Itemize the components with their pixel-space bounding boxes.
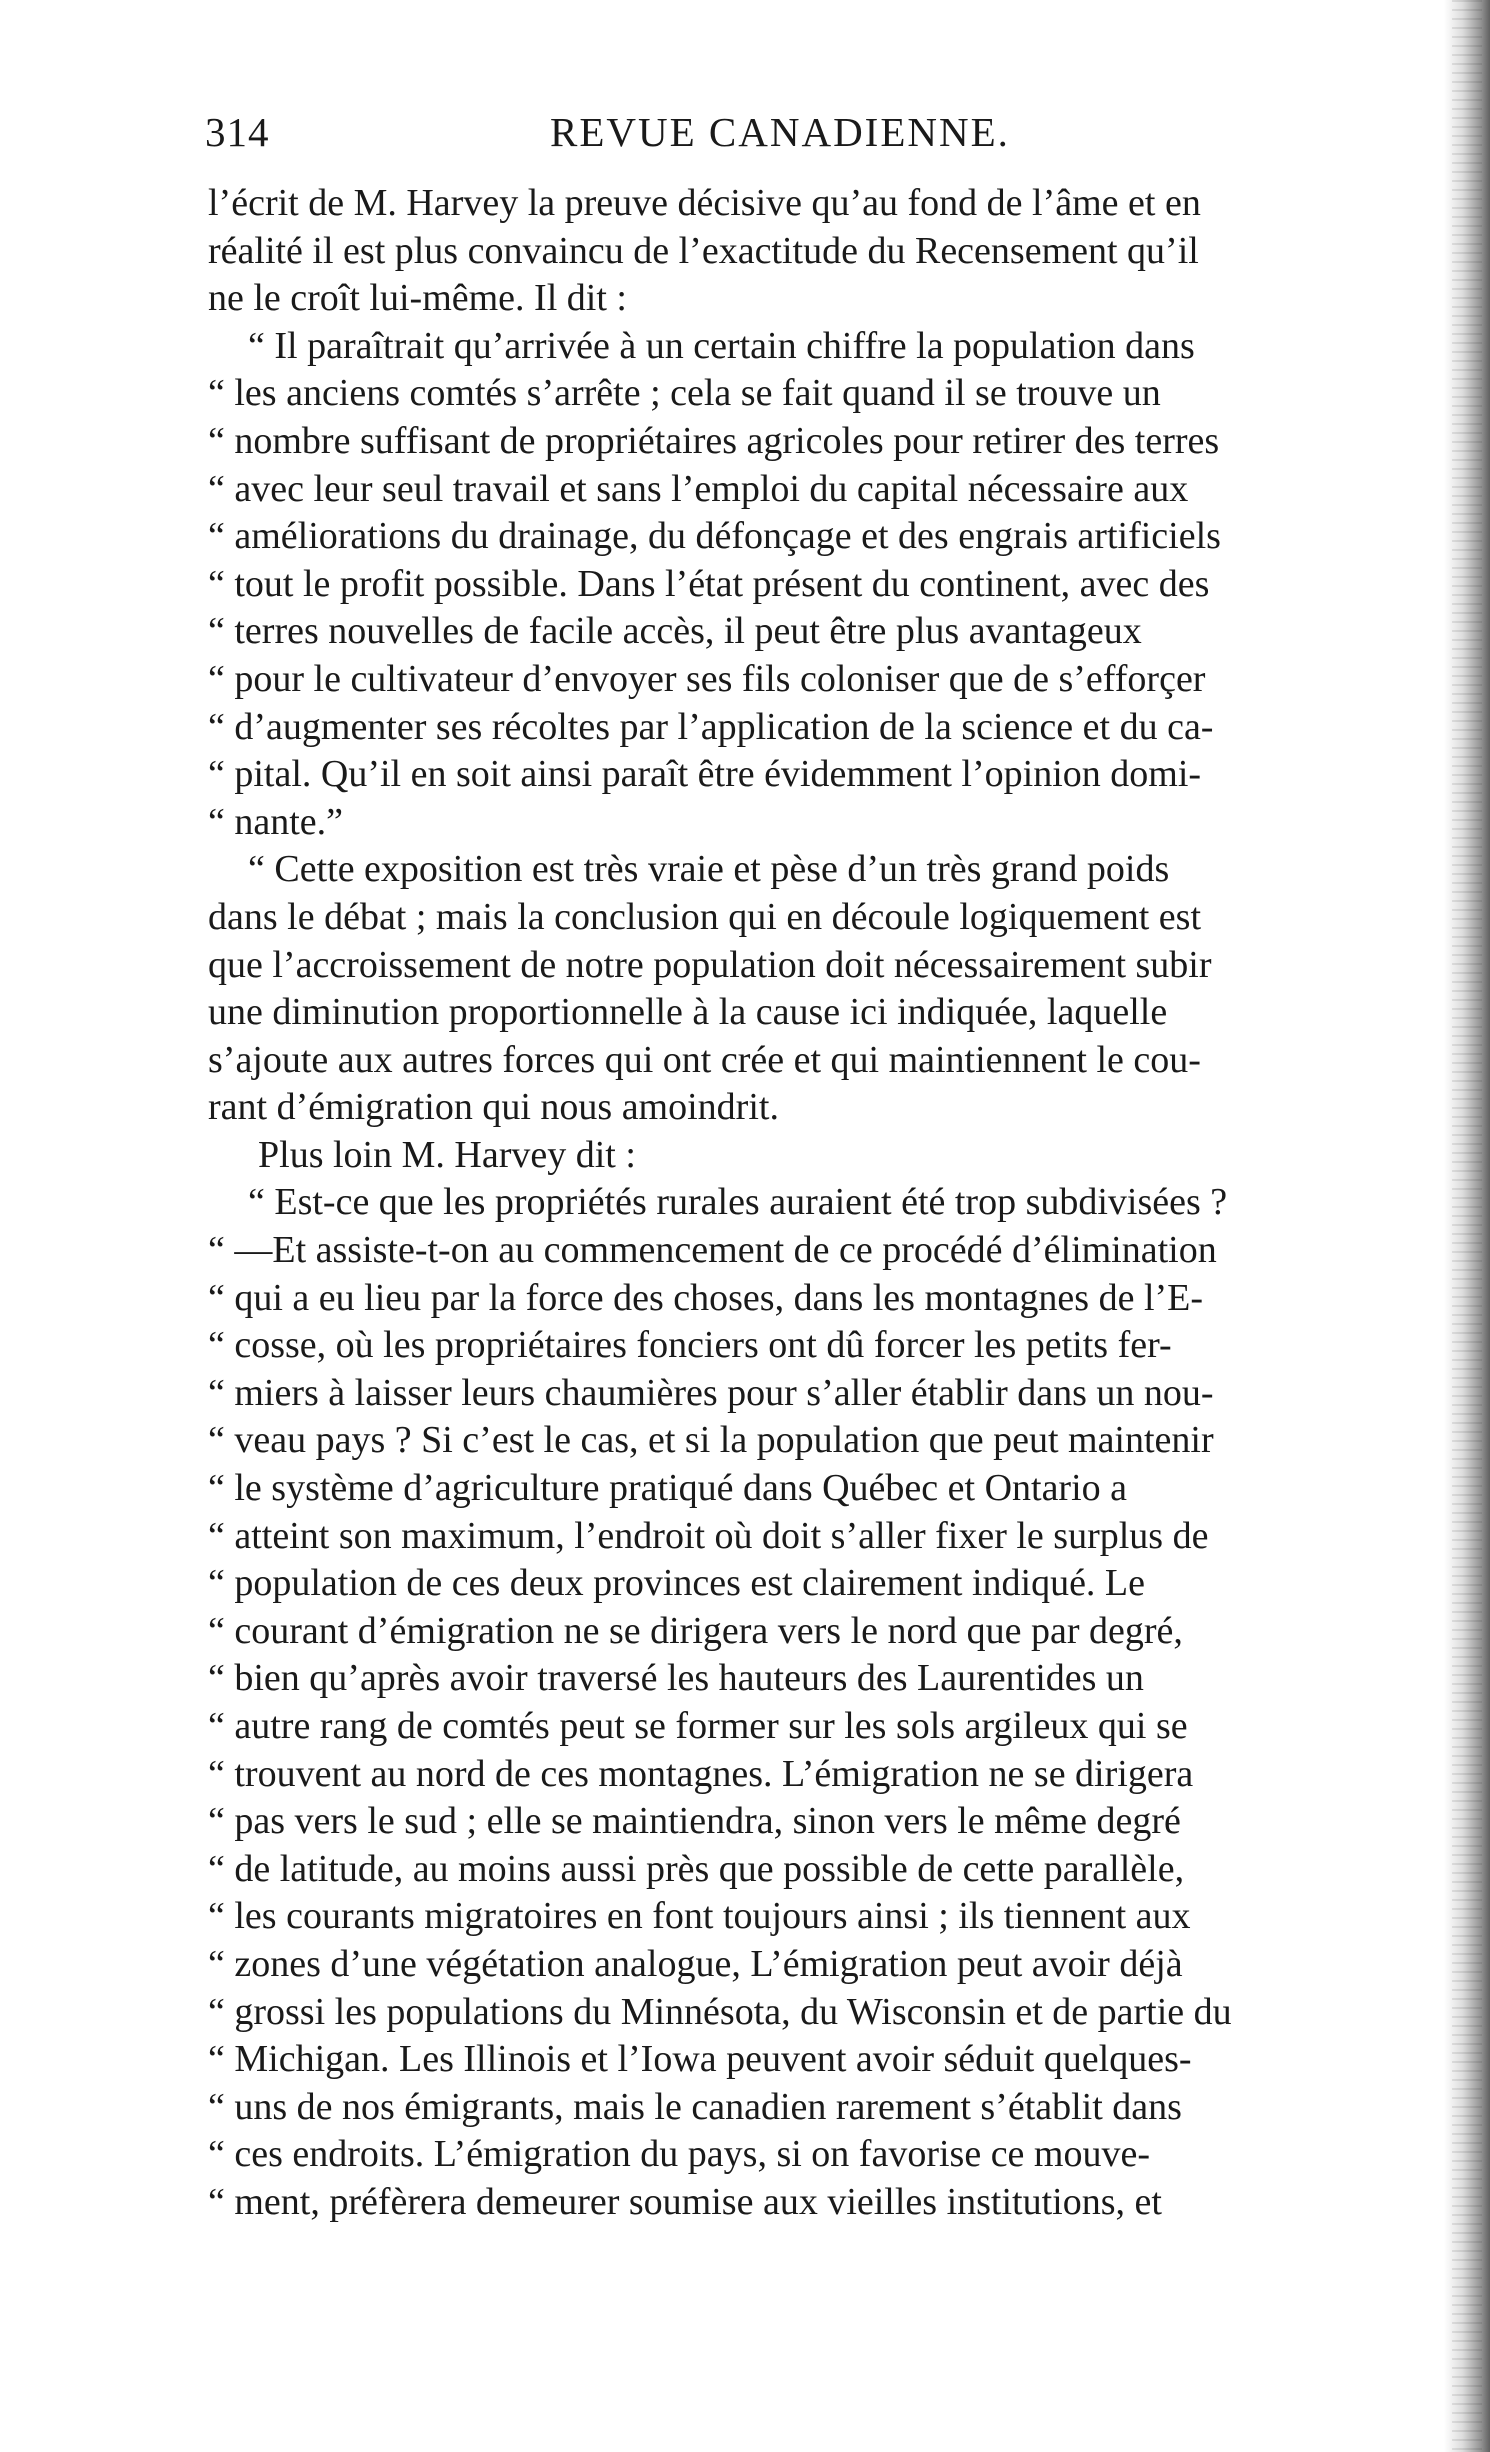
quote-line: “ trouvent au nord de ces montagnes. L’émigration ne se dirigera [208,1752,1194,1795]
text-line: s’ajoute aux autres forces qui ont crée et qui maintiennent le cou- [208,1038,1201,1081]
quote-line: “ population de ces deux provinces est clairement indiqué. Le [208,1562,1146,1605]
quote-line: “ les courants migratoires en font toujours ainsi ; ils tiennent aux [208,1895,1191,1938]
quote-line: “ avec leur seul travail et sans l’emploi du capital nécessaire aux [208,467,1189,510]
quote-line: “ terres nouvelles de facile accès, il peut être plus avantageux [208,610,1142,653]
quote-line: “ pas vers le sud ; elle se maintiendra, sinon vers le même degré [208,1800,1181,1843]
quote-line: “ —Et assiste-t-on au commencement de ce procédé d’élimination [208,1229,1217,1272]
quote-line: “ pital. Qu’il en soit ainsi paraît être évidemment l’opinion domi- [208,753,1202,796]
quote-line: “ Il paraîtrait qu’arrivée à un certain chiffre la population dans [248,324,1195,367]
quote-line: “ d’augmenter ses récoltes par l’application de la science et du ca- [208,705,1214,748]
quote-line: “ nombre suffisant de propriétaires agricoles pour retirer des terres [208,419,1220,462]
quote-line: “ améliorations du drainage, du défonçage et des engrais artificiels [208,515,1221,558]
text-line: Plus loin M. Harvey dit : [258,1133,636,1176]
quote-line: “ de latitude, au moins aussi près que possible de cette parallèle, [208,1847,1185,1890]
quote-line: “ ment, préfèrera demeurer soumise aux vieilles institutions, et [208,2180,1162,2223]
text-line: que l’accroissement de notre population doit nécessairement subir [208,943,1212,986]
quote-line: “ nante.” [208,800,344,843]
page-header [205,108,1385,168]
text-line: réalité il est plus convaincu de l’exactitude du Recensement qu’il [208,229,1199,272]
quote-line: “ Michigan. Les Illinois et l’Iowa peuvent avoir séduit quelques- [208,2038,1192,2081]
quote-line: “ miers à laisser leurs chaumières pour s’aller établir dans un nou- [208,1371,1214,1414]
running-title: REVUE CANADIENNE. [550,109,1010,155]
body-text [208,180,1418,2227]
page-edge-texture [1452,0,1482,2452]
quote-line: “ les anciens comtés s’arrête ; cela se fait quand il se trouve un [208,372,1161,415]
text-line: ne le croît lui-même. Il dit : [208,277,627,320]
quote-line: “ qui a eu lieu par la force des choses, dans les montagnes de l’E- [208,1276,1204,1319]
quote-line: “ tout le profit possible. Dans l’état présent du continent, avec des [208,562,1210,605]
text-line: “ Cette exposition est très vraie et pèse d’un très grand poids [248,848,1170,891]
quote-line: “ uns de nos émigrants, mais le canadien rarement s’établit dans [208,2085,1182,2128]
text-line: l’écrit de M. Harvey la preuve décisive qu’au fond de l’âme et en [208,182,1201,224]
quote-line: “ le système d’agriculture pratiqué dans Québec et Ontario a [208,1467,1128,1510]
quote-line: “ pour le cultivateur d’envoyer ses fils coloniser que de s’efforçer [208,657,1206,700]
quote-line: “ bien qu’après avoir traversé les hauteurs des Laurentides un [208,1657,1144,1700]
quote-line: “ grossi les populations du Minnésota, du Wisconsin et de partie du [208,1990,1232,2033]
quote-line: “ zones d’une végétation analogue, L’émigration peut avoir déjà [208,1942,1183,1985]
quote-line: “ Est-ce que les propriétés rurales auraient été trop subdivisées ? [248,1181,1228,1224]
quote-line: “ ces endroits. L’émigration du pays, si on favorise ce mouve- [208,2133,1151,2176]
quote-line: “ veau pays ? Si c’est le cas, et si la population que peut maintenir [208,1419,1214,1462]
quote-line: “ courant d’émigration ne se dirigera vers le nord que par degré, [208,1609,1183,1652]
page-number: 314 [205,109,270,155]
text-line: une diminution proportionnelle à la cause ici indiquée, laquelle [208,991,1168,1034]
text-line: dans le débat ; mais la conclusion qui en découle logiquement est [208,895,1202,938]
quote-line: “ atteint son maximum, l’endroit où doit s’aller fixer le surplus de [208,1514,1209,1557]
text-line: rant d’émigration qui nous amoindrit. [208,1086,779,1129]
quote-line: “ autre rang de comtés peut se former sur les sols argileux qui se [208,1705,1188,1747]
quote-line: “ cosse, où les propriétaires fonciers ont dû forcer les petits fer- [208,1324,1172,1367]
